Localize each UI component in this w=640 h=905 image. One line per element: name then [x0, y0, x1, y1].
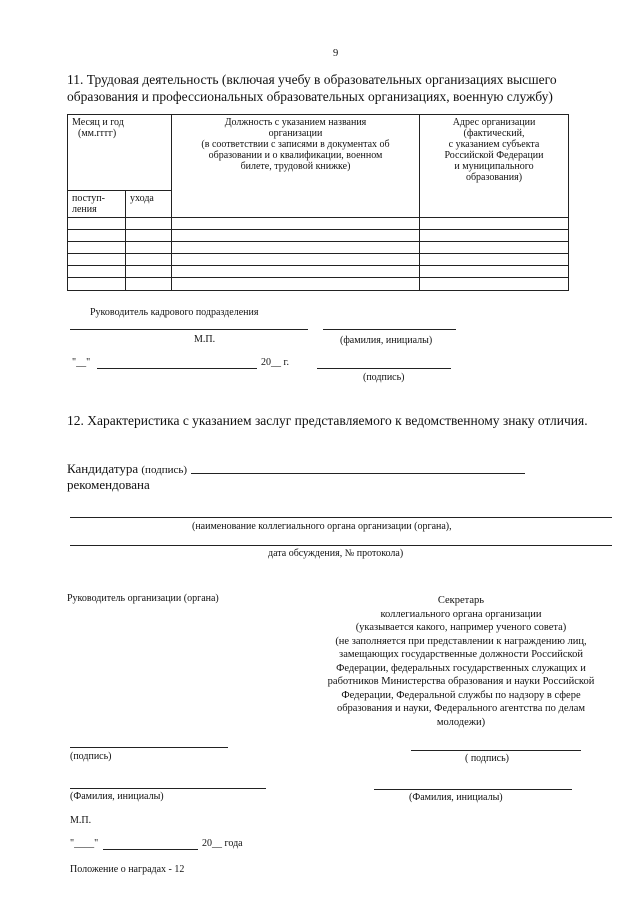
org-mp: М.П. — [70, 815, 92, 826]
address-header-line: образования) — [465, 172, 523, 183]
table-cell[interactable] — [420, 254, 569, 266]
table-cell[interactable] — [172, 230, 420, 242]
collegial-body-line — [70, 517, 612, 518]
candidacy-sign-line — [191, 473, 525, 474]
table-cell[interactable] — [420, 278, 569, 291]
candidacy-sign-hint: (подпись) — [141, 464, 188, 476]
footer: Положение о наградах - 12 — [70, 864, 185, 875]
position-header-line: организации — [268, 128, 323, 139]
section-11-title-line1: 11. Трудовая деятельность (включая учебу в образовательных организациях высшего — [67, 72, 557, 87]
section-11-title-line2: образования и профессиональных образовательных организациях, военную службу) — [67, 89, 553, 104]
table-cell[interactable] — [172, 266, 420, 278]
table-cell[interactable] — [68, 254, 126, 266]
candidacy-label — [67, 461, 187, 477]
candidacy-label-text: Кандидатура — [67, 461, 139, 476]
position-header-line: Должность с указанием названия — [224, 117, 367, 128]
secretary-line: (указывается какого, например ученого совета) — [355, 622, 567, 633]
hr-mp: М.П. — [194, 334, 216, 345]
address-header-line: с указанием субъекта — [448, 139, 540, 150]
org-head-label: Руководитель организации (органа) — [67, 593, 219, 604]
secretary-name-line — [374, 789, 572, 790]
hr-name-line — [323, 329, 456, 330]
start-subheader-line2: ления — [72, 204, 97, 215]
table-cell[interactable] — [420, 230, 569, 242]
table-cell[interactable] — [420, 266, 569, 278]
table-cell[interactable] — [172, 254, 420, 266]
address-header — [420, 115, 569, 218]
table-cell[interactable] — [68, 230, 126, 242]
secretary-sign-caption: ( подпись) — [465, 753, 510, 764]
table-cell[interactable] — [420, 218, 569, 230]
table-row — [68, 242, 569, 254]
secretary-line: замещающих государственные должности Российской — [339, 649, 583, 660]
month-year-header — [68, 115, 172, 191]
month-year-header-line2: (мм.гггг) — [78, 128, 117, 139]
hr-sign-line — [317, 368, 451, 369]
hr-date-day: "__" — [72, 357, 91, 368]
hr-date-year: 20__ г. — [261, 357, 289, 368]
address-header-line: Адрес организации — [452, 117, 536, 128]
position-header-line: образовании и о квалификации, военном — [208, 150, 383, 161]
table-row — [68, 218, 569, 230]
table-cell[interactable] — [126, 230, 172, 242]
start-subheader — [68, 191, 126, 218]
table-cell[interactable] — [172, 278, 420, 291]
address-header-line: (фактический, — [463, 128, 525, 139]
table-cell[interactable] — [68, 242, 126, 254]
hr-sign-caption: (подпись) — [363, 372, 405, 383]
candidacy-recommended: рекомендована — [67, 477, 150, 492]
org-date-day: "____" — [70, 838, 99, 849]
org-head-name-line — [70, 788, 266, 789]
table-cell[interactable] — [68, 266, 126, 278]
secretary-block — [322, 594, 600, 729]
table-cell[interactable] — [172, 242, 420, 254]
secretary-line: молодежи) — [436, 716, 486, 728]
protocol-caption: дата обсуждения, № протокола) — [268, 548, 404, 559]
org-date-year: 20__ года — [202, 838, 243, 849]
hr-date-month-line — [97, 368, 257, 369]
month-year-header-line1: Месяц и год — [72, 117, 124, 128]
org-head-sign-caption: (подпись) — [70, 751, 112, 762]
secretary-line: работников Министерства образования и науки Российской — [327, 676, 595, 687]
table-cell[interactable] — [126, 242, 172, 254]
end-subheader — [126, 191, 172, 218]
protocol-line — [70, 545, 612, 546]
table-cell[interactable] — [172, 218, 420, 230]
secretary-sign-line — [411, 750, 581, 751]
secretary-line: (не заполняется при представлении к награждению лиц, — [335, 635, 587, 647]
hr-head-label: Руководитель кадрового подразделения — [90, 307, 259, 318]
position-header-line: (в соответствии с записями в документах об — [201, 139, 390, 150]
start-subheader-line1: поступ- — [72, 193, 105, 204]
page-number: 9 — [333, 48, 339, 59]
org-head-name-caption: (Фамилия, инициалы) — [70, 791, 164, 802]
address-header-line: Российской Федерации — [444, 150, 544, 161]
org-head-sign-line — [70, 747, 228, 748]
table-row — [68, 266, 569, 278]
table-row — [68, 254, 569, 266]
secretary-line: Секретарь — [437, 595, 485, 606]
end-subheader-label: ухода — [130, 193, 154, 204]
address-header-line: и муниципального — [454, 161, 534, 172]
table-cell[interactable] — [126, 254, 172, 266]
table-cell[interactable] — [126, 266, 172, 278]
secretary-line: коллегиального органа организации — [380, 608, 542, 620]
position-header — [172, 115, 420, 218]
hr-head-line — [70, 329, 308, 330]
org-date-month-line — [103, 849, 198, 850]
hr-name-caption: (фамилия, инициалы) — [340, 335, 433, 346]
secretary-line: образования и науки, Федерального агентства по делам — [336, 703, 586, 714]
work-history-table — [67, 114, 569, 291]
position-header-line: билете, трудовой книжке) — [240, 161, 351, 172]
secretary-name-caption: (Фамилия, инициалы) — [409, 792, 503, 803]
secretary-line: Федерации, Федеральной службы по надзору в сфере — [341, 689, 581, 701]
table-cell[interactable] — [126, 218, 172, 230]
table-cell[interactable] — [68, 218, 126, 230]
secretary-line: Федерации, федеральных государственных служащих и — [336, 662, 586, 674]
table-row — [68, 278, 569, 291]
table-cell[interactable] — [420, 242, 569, 254]
collegial-body-caption: (наименование коллегиального органа организации (органа), — [192, 521, 452, 532]
table-cell[interactable] — [68, 278, 126, 291]
table-cell[interactable] — [126, 278, 172, 291]
section-12-title: 12. Характеристика с указанием заслуг представляемого к ведомственному знаку отличия. — [67, 413, 588, 428]
table-row — [68, 230, 569, 242]
